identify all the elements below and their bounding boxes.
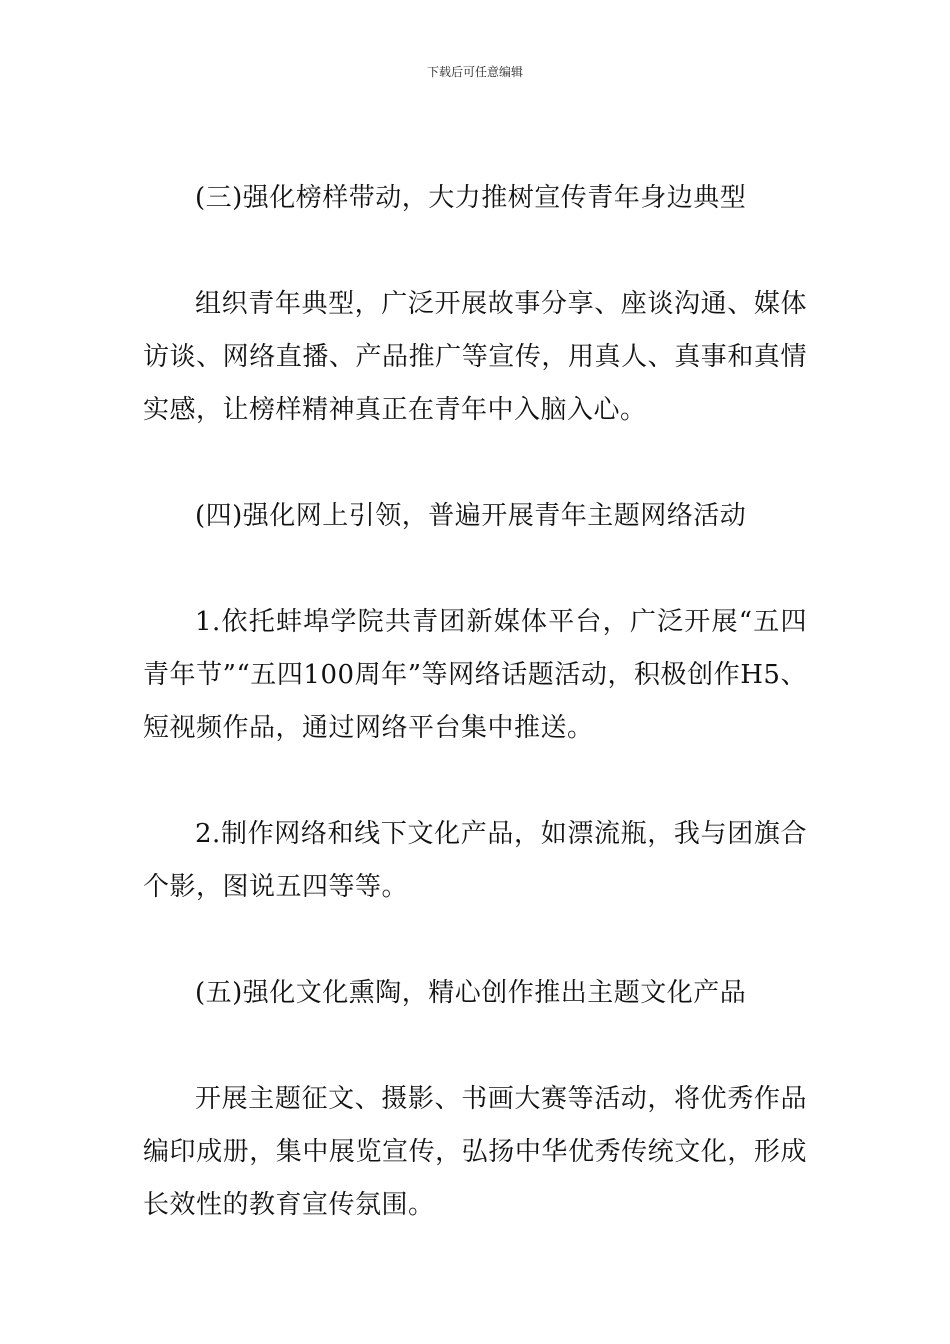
paragraph-cultural-products: 2.制作网络和线下文化产品，如漂流瓶，我与团旗合个影，图说五四等等。 [143,819,807,902]
page-header-note: 下载后可任意编辑 [426,65,523,79]
section-heading-5: (五)强化文化熏陶，精心创作推出主题文化产品 [195,978,747,1008]
paragraph-role-models: 组织青年典型，广泛开展故事分享、座谈沟通、媒体访谈、网络直播、产品推广等宣传，用真人、真事和真情实感，让榜样精神真正在青年中入脑入心。 [143,289,807,425]
paragraph-contests: 开展主题征文、摄影、书画大赛等活动，将优秀作品编印成册，集中展览宣传，弘扬中华优秀传统文化，形成长效性的教育宣传氛围。 [143,1084,807,1220]
document-body [143,172,807,1285]
section-heading-3: (三)强化榜样带动，大力推树宣传青年身边典型 [195,183,747,213]
paragraph-online-activities: 1.依托蚌埠学院共青团新媒体平台，广泛开展“五四青年节”“五四100周年”等网络话题活动，积极创作H5、短视频作品，通过网络平台集中推送。 [143,607,807,743]
section-heading-4: (四)强化网上引领，普遍开展青年主题网络活动 [195,501,747,531]
